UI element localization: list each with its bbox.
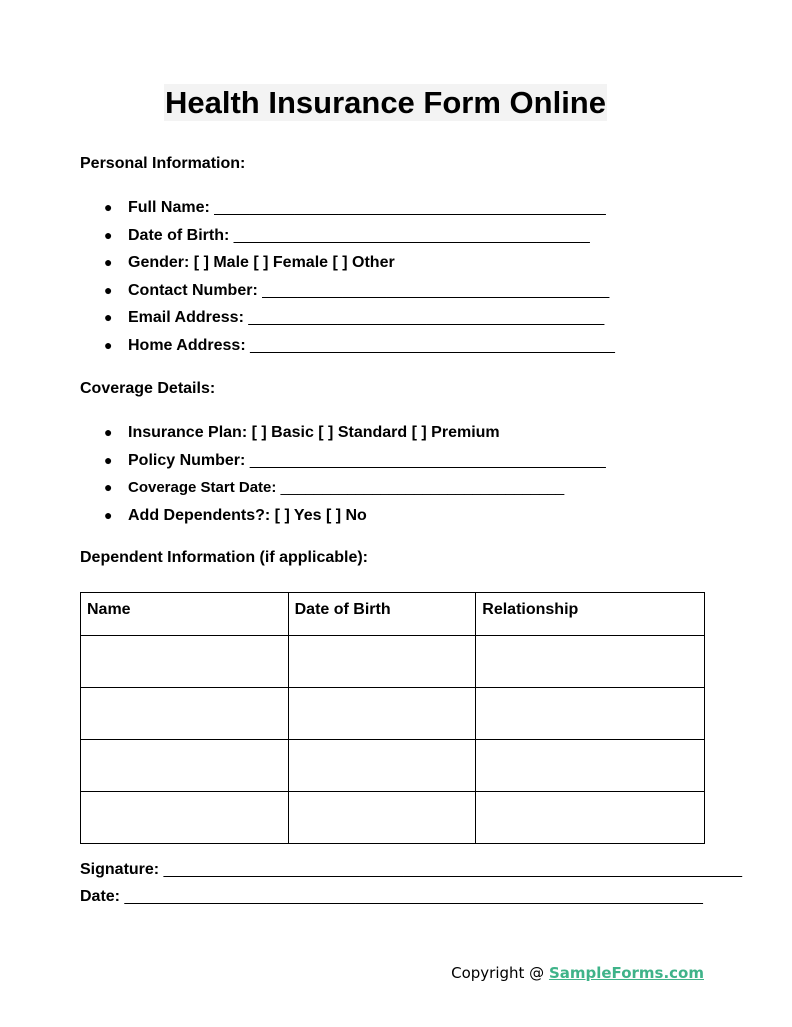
date-line [80,888,703,906]
column-header-relationship: Relationship [476,593,705,636]
signature-line [80,861,742,879]
list-item-coverage-start-date [80,474,606,502]
email-address-field[interactable]: ________________________________________ [248,309,605,327]
copyright-text: Copyright @ [451,964,549,982]
bullet-icon: ● [104,199,113,215]
table-cell[interactable] [288,740,476,792]
list-item-email-address [80,304,615,332]
field-label: Coverage Start Date: [128,479,281,497]
bullet-icon: ● [104,254,113,271]
bullet-icon: ● [104,506,113,523]
table-row [81,688,705,740]
field-label: Home Address: [128,336,251,354]
list-item-add-dependents[interactable] [80,502,606,530]
field-label: Email Address: [128,309,249,327]
gender-options[interactable]: Gender: [ ] Male [ ] Female [ ] Other [128,254,395,272]
list-item-home-address [80,332,615,360]
bullet-icon: ● [104,336,113,353]
table-cell[interactable] [476,740,705,792]
column-header-date-of-birth: Date of Birth [288,593,476,636]
personal-info-heading: Personal Information: [80,155,246,172]
table-row [81,792,705,844]
list-item-policy-number [80,447,606,475]
field-label: Full Name: [128,199,215,216]
table-header-row [81,593,705,636]
page-title: Health Insurance Form Online [165,85,606,120]
list-item-insurance-plan[interactable] [80,419,606,447]
signature-field[interactable]: _________________________________________________________________ [163,861,742,878]
bullet-icon: ● [104,226,113,243]
table-cell[interactable] [81,636,289,688]
signature-label: Signature: [80,861,164,878]
table-cell[interactable] [81,792,289,844]
table-row [81,636,705,688]
insurance-plan-options[interactable]: Insurance Plan: [ ] Basic [ ] Standard [ ] Premium [128,424,500,441]
list-item-gender[interactable] [80,249,615,277]
sampleforms-link[interactable]: SampleForms.com [548,964,704,982]
table-cell[interactable] [476,792,705,844]
bullet-icon: ● [104,281,113,298]
policy-number-field[interactable]: ________________________________________ [249,451,606,469]
add-dependents-options[interactable]: Add Dependents?: [ ] Yes [ ] No [128,506,367,524]
coverage-start-date-field[interactable]: __________________________________ [280,479,565,497]
coverage-details-list [80,419,606,529]
date-label: Date: [80,888,125,905]
field-label: Date of Birth: [128,226,234,244]
bullet-icon: ● [104,424,113,440]
table-cell[interactable] [81,740,289,792]
bullet-icon: ● [104,451,113,468]
list-item-full-name [80,194,615,222]
bullet-icon: ● [104,479,113,496]
table-cell[interactable] [81,688,289,740]
table-cell[interactable] [476,636,705,688]
list-item-date-of-birth [80,222,615,250]
date-of-birth-field[interactable]: ________________________________________ [233,226,590,244]
bullet-icon: ● [104,309,113,326]
list-item-contact-number [80,277,615,305]
column-header-name: Name [81,593,289,636]
date-field[interactable]: _________________________________________________________________ [124,888,703,905]
table-cell[interactable] [288,636,476,688]
coverage-details-heading: Coverage Details: [80,380,216,397]
table-row [81,740,705,792]
full-name-field[interactable]: ____________________________________________ [214,199,606,216]
field-label: Policy Number: [128,451,250,469]
dependent-info-heading: Dependent Information (if applicable): [80,549,369,566]
field-label: Contact Number: [128,281,263,299]
personal-info-list [80,194,615,360]
dependents-table [80,592,705,844]
table-cell[interactable] [288,792,476,844]
table-cell[interactable] [288,688,476,740]
copyright-footer [451,964,704,982]
contact-number-field[interactable]: _______________________________________ [262,281,610,299]
table-cell[interactable] [476,688,705,740]
home-address-field[interactable]: _________________________________________ [250,336,615,354]
